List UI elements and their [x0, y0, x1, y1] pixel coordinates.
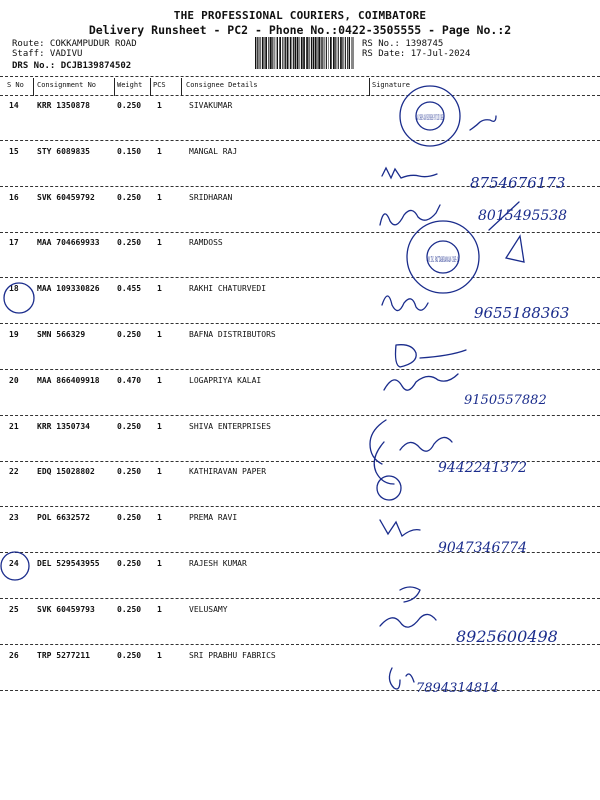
row-separator: [0, 506, 600, 507]
handwritten-phone: 7894314814: [416, 681, 499, 696]
column-header-signature: Signature: [372, 81, 410, 89]
barcode-bar: [260, 37, 261, 69]
row-separator: [0, 690, 600, 691]
row-sno: 25: [9, 604, 19, 614]
row-weight: 0.250: [117, 604, 142, 614]
barcode-bar: [354, 37, 355, 69]
row-consignee: SRIDHARAN: [189, 192, 233, 202]
route-label: Route: COKKAMPUDUR ROAD: [12, 39, 137, 49]
row-weight: 0.250: [117, 467, 142, 477]
row-sno: 15: [9, 146, 19, 156]
row-consignment-no: SVK 60459792: [37, 192, 95, 202]
row-weight: 0.470: [117, 375, 142, 385]
row-sno: 26: [9, 650, 19, 660]
row-weight: 0.150: [117, 146, 142, 156]
barcode-bar: [335, 37, 336, 69]
stamp-text: AI CHIPS AND EXPRESS PVT LTD CBE: [416, 114, 443, 122]
row-pcs: 1: [157, 421, 162, 431]
row-pcs: 1: [157, 559, 162, 568]
row-pcs: 1: [157, 330, 162, 339]
barcode-bar: [287, 37, 289, 69]
barcode-bar: [276, 37, 277, 69]
row-consignment-no: TRP 5277211: [37, 650, 90, 660]
barcode-bar: [274, 37, 275, 69]
signature-mark: [370, 420, 394, 484]
barcode-bar: [351, 37, 352, 69]
barcode-bar: [321, 37, 322, 69]
column-divider: [181, 78, 182, 96]
row-weight: 0.250: [117, 238, 142, 248]
row-separator: [0, 232, 600, 233]
signature-mark: [396, 345, 467, 367]
header-bottom-rule: [0, 95, 600, 96]
rs-number: RS No.: 1398745: [362, 39, 444, 49]
barcode: [255, 37, 355, 69]
barcode-bar: [311, 37, 312, 69]
row-weight: 0.250: [117, 421, 142, 431]
handwritten-phone: 9047346774: [438, 540, 528, 556]
column-divider: [33, 78, 34, 96]
row-pcs: 1: [157, 146, 162, 156]
row-consignee: SHIVA ENTERPRISES: [189, 421, 271, 431]
column-header-sno: S No: [7, 81, 24, 89]
barcode-bar: [318, 37, 320, 69]
barcode-bar: [295, 37, 297, 69]
row-sno: 14: [9, 101, 19, 110]
runsheet-subtitle: Delivery Runsheet - PC2 - Phone No.:0422-3505555 - Page No.:2: [88, 23, 512, 37]
staff-label: Staff: VADIVU: [12, 49, 83, 59]
barcode-bar: [285, 37, 286, 69]
row-consignee: RAKHI CHATURVEDI: [189, 284, 267, 294]
row-sno: 21: [9, 421, 19, 431]
barcode-bar: [301, 37, 303, 69]
barcode-bar: [284, 37, 285, 69]
handwritten-phone: 8925600498: [456, 627, 558, 646]
row-consignment-no: DEL 529543955: [37, 559, 100, 568]
barcode-bar: [349, 37, 350, 69]
row-consignee: VELUSAMY: [189, 604, 228, 614]
column-header-pcs: PCS: [153, 81, 166, 89]
barcode-bar: [303, 37, 305, 69]
barcode-bar: [340, 37, 342, 69]
row-consignment-no: MAA 866409918: [37, 375, 100, 385]
barcode-bar: [322, 37, 323, 69]
barcode-bar: [265, 37, 267, 69]
row-consignment-no: STY 6089835: [37, 146, 90, 156]
row-separator: [0, 598, 600, 599]
barcode-bar: [324, 37, 325, 69]
row-pcs: 1: [157, 238, 162, 248]
row-separator: [0, 140, 600, 141]
barcode-bar: [272, 37, 273, 69]
row-weight: 0.250: [117, 192, 142, 202]
row-pcs: 1: [157, 467, 162, 477]
row-consignment-no: MAA 704669933: [37, 238, 100, 248]
signature-mark: [384, 374, 458, 390]
barcode-bar: [315, 37, 317, 69]
signature-mark: [377, 476, 401, 500]
barcode-bar: [328, 37, 329, 69]
barcode-bar: [262, 37, 264, 69]
row-consignment-no: POL 6632572: [37, 513, 90, 523]
barcode-bar: [255, 37, 256, 69]
handwritten-phone: 8015495538: [478, 208, 568, 224]
row-consignee: LOGAPRIYA KALAI: [189, 375, 262, 385]
handwritten-phone: 8754676173: [470, 174, 566, 192]
handwritten-phone: 9442241372: [438, 460, 528, 476]
row-consignment-no: SVK 60459793: [37, 604, 95, 614]
barcode-bar: [330, 37, 332, 69]
row-weight: 0.250: [117, 101, 142, 110]
row-pcs: 1: [157, 604, 162, 614]
column-divider: [114, 78, 115, 96]
row-consignee: SIVAKUMAR: [189, 101, 233, 110]
row-pcs: 1: [157, 101, 162, 110]
row-sno: 16: [9, 192, 19, 202]
barcode-bar: [309, 37, 310, 69]
rs-date: RS Date: 17-Jul-2024: [362, 49, 471, 59]
row-separator: [0, 415, 600, 416]
row-pcs: 1: [157, 284, 162, 294]
row-separator: [0, 461, 600, 462]
company-title: THE PROFESSIONAL COURIERS, COIMBATORE: [173, 9, 427, 22]
row-consignee: KATHIRAVAN PAPER: [189, 467, 267, 477]
row-weight: 0.250: [117, 513, 142, 523]
row-sno: 19: [9, 330, 19, 339]
row-sno: 22: [9, 467, 19, 477]
row-pcs: 1: [157, 650, 162, 660]
barcode-bar: [270, 37, 272, 69]
barcode-bar: [279, 37, 281, 69]
row-consignee: SRI PRABHU FABRICS: [189, 650, 276, 660]
drs-number: DRS No.: DCJB139874502: [12, 61, 132, 71]
row-weight: 0.455: [117, 284, 142, 294]
signature-mark: [380, 520, 420, 536]
handwritten-phone: 9150557882: [464, 393, 547, 408]
row-separator: [0, 277, 600, 278]
row-consignment-no: KRR 1350734: [37, 421, 90, 431]
row-sno: 24: [9, 559, 19, 568]
row-consignee: BAFNA DISTRIBUTORS: [189, 330, 276, 339]
row-separator: [0, 323, 600, 324]
stamp-text: M.T.K. PATTABIRAMAN CBE-1: [427, 256, 458, 264]
column-header-weight: Weight: [117, 81, 143, 89]
barcode-bar: [299, 37, 300, 69]
barcode-bar: [258, 37, 259, 69]
row-consignment-no: EDQ 15028802: [37, 467, 95, 477]
barcode-bar: [257, 37, 258, 69]
row-consignee: MANGAL RAJ: [189, 146, 238, 156]
barcode-bar: [297, 37, 299, 69]
row-consignment-no: KRR 1350878: [37, 101, 90, 110]
column-divider: [150, 78, 151, 96]
row-pcs: 1: [157, 192, 162, 202]
signature-mark: [382, 296, 428, 311]
row-weight: 0.250: [117, 330, 142, 339]
manager-stamp: [407, 202, 524, 293]
barcode-bar: [293, 37, 294, 69]
row-weight: 0.250: [117, 559, 142, 568]
barcode-bar: [313, 37, 315, 69]
barcode-bar: [268, 37, 269, 69]
barcode-bar: [342, 37, 343, 69]
row-sno: 23: [9, 513, 19, 523]
row-separator: [0, 186, 600, 187]
row-consignment-no: SMN 566329: [37, 330, 86, 339]
barcode-bar: [347, 37, 348, 69]
column-header-consignee: Consignee Details: [186, 81, 258, 89]
barcode-bar: [338, 37, 339, 69]
barcode-bar: [345, 37, 346, 69]
row-pcs: 1: [157, 513, 162, 523]
barcode-bar: [317, 37, 318, 69]
row-weight: 0.250: [117, 650, 142, 660]
row-consignee: RAJESH KUMAR: [189, 559, 247, 568]
row-sno: 18: [9, 284, 19, 294]
column-header-consignment: Consignment No: [37, 81, 97, 89]
barcode-bar: [306, 37, 308, 69]
row-separator: [0, 644, 600, 645]
row-sno: 17: [9, 238, 19, 248]
row-consignment-no: MAA 109330826: [37, 284, 100, 294]
barcode-bar: [290, 37, 292, 69]
barcode-bar: [333, 37, 335, 69]
signature-mark: [389, 668, 414, 689]
barcode-bar: [277, 37, 278, 69]
signature-mark: [400, 437, 452, 451]
handwritten-phone: 9655188363: [474, 304, 570, 322]
row-consignee: PREMA RAVI: [189, 513, 238, 523]
barcode-bar: [352, 37, 353, 69]
barcode-bar: [282, 37, 283, 69]
row-separator: [0, 552, 600, 553]
signature-mark: [380, 587, 436, 627]
header-top-rule: [0, 76, 600, 77]
row-consignee: RAMDOSS: [189, 238, 223, 248]
barcode-bar: [326, 37, 327, 69]
signature-mark: [382, 168, 437, 178]
row-sno: 20: [9, 375, 19, 385]
row-separator: [0, 369, 600, 370]
row-pcs: 1: [157, 375, 162, 385]
column-divider: [369, 78, 370, 96]
barcode-bar: [264, 37, 265, 69]
signature-mark: [380, 205, 440, 225]
